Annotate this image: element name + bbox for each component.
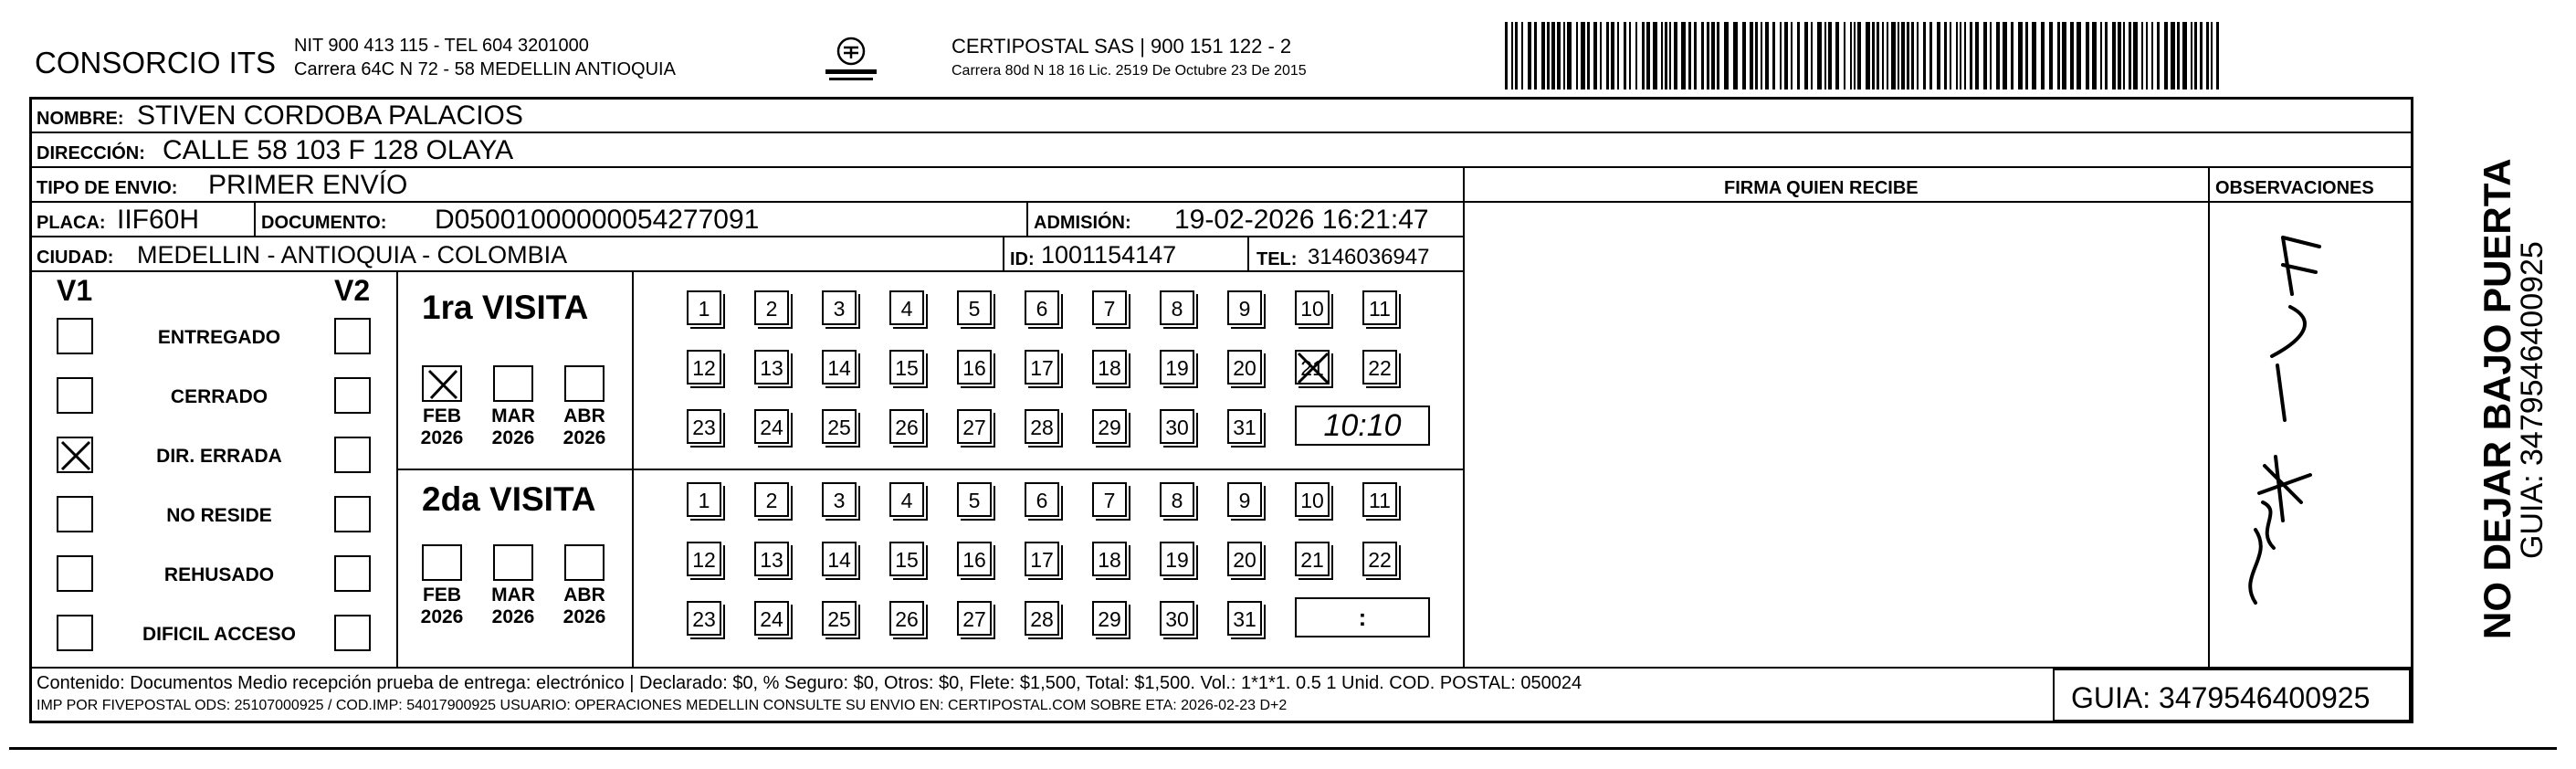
v2-checkbox[interactable] [334, 437, 371, 473]
day-box[interactable]: 18 [1092, 542, 1127, 576]
status-label: DIR. ERRADA [156, 446, 282, 467]
day-box[interactable]: 11 [1362, 482, 1397, 517]
day-box[interactable]: 6 [1025, 482, 1059, 517]
v1-checkbox[interactable] [57, 318, 93, 354]
check-x-icon [1295, 350, 1331, 386]
day-box[interactable]: 22 [1362, 350, 1397, 384]
v2-checkbox[interactable] [334, 496, 371, 532]
day-box[interactable]: 21 [1295, 350, 1330, 384]
day-box[interactable]: 5 [957, 290, 992, 325]
v1-checkbox[interactable] [57, 615, 93, 651]
barcode-icon [1505, 22, 2226, 90]
side-instruction: NO DEJAR BAJO PUERTA [2476, 158, 2518, 639]
month-checkbox[interactable] [422, 544, 462, 581]
second-visit-title: 2da VISITA [422, 480, 596, 518]
month-checkbox[interactable] [422, 365, 462, 402]
time-box[interactable]: 10:10 [1295, 406, 1430, 446]
v1-checkbox[interactable] [57, 555, 93, 592]
day-box[interactable]: 10 [1295, 482, 1330, 517]
day-box[interactable]: 1 [687, 290, 721, 325]
day-box[interactable]: 24 [754, 601, 789, 636]
day-box[interactable]: 14 [822, 542, 857, 576]
month-label: MAR 2026 [491, 406, 535, 449]
day-box[interactable]: 10 [1295, 290, 1330, 325]
certipostal-address: Carrera 80d N 18 16 Lic. 2519 De Octubre 23 De 2015 [952, 63, 1307, 79]
day-box[interactable]: 25 [822, 409, 857, 444]
nombre-value: STIVEN CORDOBA PALACIOS [137, 100, 523, 131]
id-value: 1001154147 [1041, 241, 1177, 269]
day-box[interactable]: 9 [1227, 290, 1262, 325]
day-box[interactable]: 2 [754, 290, 789, 325]
day-box[interactable]: 23 [687, 601, 721, 636]
direccion-value: CALLE 58 103 F 128 OLAYA [163, 135, 514, 165]
day-box[interactable]: 23 [687, 409, 721, 444]
day-box[interactable]: 29 [1092, 601, 1127, 636]
month-checkbox[interactable] [493, 365, 533, 402]
status-label: DIFICIL ACCESO [142, 624, 296, 645]
day-box[interactable]: 15 [889, 350, 924, 384]
footer-line-1: Contenido: Documentos Medio recepción prueba de entrega: electrónico | Declarado: $0, % Seguro: $0, Otros: $0, Flete: $1,500, Total: $1,500. Vol.: 1*1*1. 0.5 1 Unid. COD. POSTAL: 050024 [37, 673, 1582, 693]
status-label: NO RESIDE [166, 505, 272, 526]
day-box[interactable]: 18 [1092, 350, 1127, 384]
month-checkbox[interactable] [493, 544, 533, 581]
certipostal-title: CERTIPOSTAL SAS | 900 151 122 - 2 [952, 35, 1292, 58]
day-box[interactable]: 27 [957, 409, 992, 444]
month-label: FEB 2026 [420, 585, 464, 628]
v2-label: V2 [334, 274, 371, 307]
month-label: FEB 2026 [420, 406, 464, 449]
day-box[interactable]: 27 [957, 601, 992, 636]
day-box[interactable]: 6 [1025, 290, 1059, 325]
first-visit-title: 1ra VISITA [422, 289, 589, 326]
handwriting-icon [2228, 228, 2347, 612]
day-box[interactable]: 28 [1025, 409, 1059, 444]
tipo-envio-value: PRIMER ENVÍO [208, 170, 408, 200]
day-box[interactable]: 4 [889, 482, 924, 517]
ciudad-label: CIUDAD: [37, 248, 114, 268]
month-label: ABR 2026 [563, 406, 606, 449]
time-box[interactable]: : [1295, 597, 1430, 637]
day-box[interactable]: 13 [754, 542, 789, 576]
admision-label: ADMISIÓN: [1034, 213, 1131, 233]
day-box[interactable]: 9 [1227, 482, 1262, 517]
v2-checkbox[interactable] [334, 615, 371, 651]
day-box[interactable]: 7 [1092, 482, 1127, 517]
tel-label: TEL: [1256, 249, 1298, 269]
v1-checkbox[interactable] [57, 496, 93, 532]
nombre-label: NOMBRE: [37, 109, 124, 129]
day-box[interactable]: 11 [1362, 290, 1397, 325]
company-address: Carrera 64C N 72 - 58 MEDELLIN ANTIOQUIA [294, 59, 676, 79]
placa-label: PLACA: [37, 213, 106, 233]
day-box[interactable]: 19 [1160, 542, 1194, 576]
day-box[interactable]: 3 [822, 290, 857, 325]
month-checkbox[interactable] [564, 544, 605, 581]
day-box[interactable]: 26 [889, 409, 924, 444]
ciudad-value: MEDELLIN - ANTIOQUIA - COLOMBIA [137, 241, 568, 269]
tel-value: 3146036947 [1308, 245, 1430, 269]
day-box[interactable]: 19 [1160, 350, 1194, 384]
v1-checkbox[interactable] [57, 377, 93, 414]
day-box[interactable]: 31 [1227, 409, 1262, 444]
side-guia: GUIA: 3479546400925 [2515, 241, 2550, 559]
day-box[interactable]: 8 [1160, 482, 1194, 517]
documento-value: D05001000000054277091 [435, 205, 760, 235]
day-box[interactable]: 17 [1025, 542, 1059, 576]
day-box[interactable]: 16 [957, 542, 992, 576]
day-box[interactable]: 17 [1025, 350, 1059, 384]
footer-guia: GUIA: 3479546400925 [2071, 681, 2371, 714]
day-box[interactable]: 2 [754, 482, 789, 517]
day-box[interactable]: 5 [957, 482, 992, 517]
day-box[interactable]: 24 [754, 409, 789, 444]
day-box[interactable]: 26 [889, 601, 924, 636]
certipostal-logo [822, 35, 880, 84]
day-box[interactable]: 14 [822, 350, 857, 384]
day-box[interactable]: 12 [687, 542, 721, 576]
month-checkbox[interactable] [564, 365, 605, 402]
month-label: ABR 2026 [563, 585, 606, 628]
observacion-handwriting [2228, 228, 2347, 612]
day-box[interactable]: 20 [1227, 542, 1262, 576]
status-label: REHUSADO [163, 564, 275, 585]
day-box[interactable]: 15 [889, 542, 924, 576]
day-box[interactable]: 20 [1227, 350, 1262, 384]
day-box[interactable]: 30 [1160, 601, 1194, 636]
month-label: MAR 2026 [491, 585, 535, 628]
v2-checkbox[interactable] [334, 555, 371, 592]
day-box[interactable]: 28 [1025, 601, 1059, 636]
id-label: ID: [1010, 249, 1035, 269]
direccion-label: DIRECCIÓN: [37, 143, 145, 163]
day-box[interactable]: 30 [1160, 409, 1194, 444]
placa-value: IIF60H [117, 205, 200, 235]
v2-checkbox[interactable] [334, 377, 371, 414]
firma-header: FIRMA QUIEN RECIBE [1724, 178, 1919, 198]
day-box[interactable]: 25 [822, 601, 857, 636]
v1-checkbox[interactable] [57, 437, 93, 473]
day-box[interactable]: 4 [889, 290, 924, 325]
v2-checkbox[interactable] [334, 318, 371, 354]
day-box[interactable]: 29 [1092, 409, 1127, 444]
barcode [1505, 22, 2226, 90]
check-x-icon [424, 367, 462, 402]
day-box[interactable]: 21 [1295, 542, 1330, 576]
day-box[interactable]: 7 [1092, 290, 1127, 325]
tipo-envio-label: TIPO DE ENVIO: [37, 178, 178, 198]
day-box[interactable]: 16 [957, 350, 992, 384]
day-box[interactable]: 12 [687, 350, 721, 384]
day-box[interactable]: 8 [1160, 290, 1194, 325]
day-box[interactable]: 31 [1227, 601, 1262, 636]
footer-line-2: IMP POR FIVEPOSTAL ODS: 25107000925 / COD.IMP: 54017900925 USUARIO: OPERACIONES MEDELLIN CONSULTE SU ENVIO EN: CERTIPOSTAL.COM SOBRE ETA: 2026-02-23 D+2 [37, 698, 1288, 713]
observaciones-header: OBSERVACIONES [2215, 178, 2374, 198]
day-box[interactable]: 22 [1362, 542, 1397, 576]
day-box[interactable]: 3 [822, 482, 857, 517]
check-x-icon [58, 438, 93, 473]
company-name: CONSORCIO ITS [35, 46, 277, 79]
status-label: CERRADO [170, 386, 268, 407]
day-box[interactable]: 13 [754, 350, 789, 384]
certipostal-logo-icon [822, 35, 880, 84]
documento-label: DOCUMENTO: [261, 213, 387, 233]
v1-label: V1 [57, 274, 93, 307]
company-nit-tel: NIT 900 413 115 - TEL 604 3201000 [294, 36, 589, 56]
admision-value: 19-02-2026 16:21:47 [1174, 205, 1429, 235]
day-box[interactable]: 1 [687, 482, 721, 517]
status-label: ENTREGADO [157, 327, 281, 348]
